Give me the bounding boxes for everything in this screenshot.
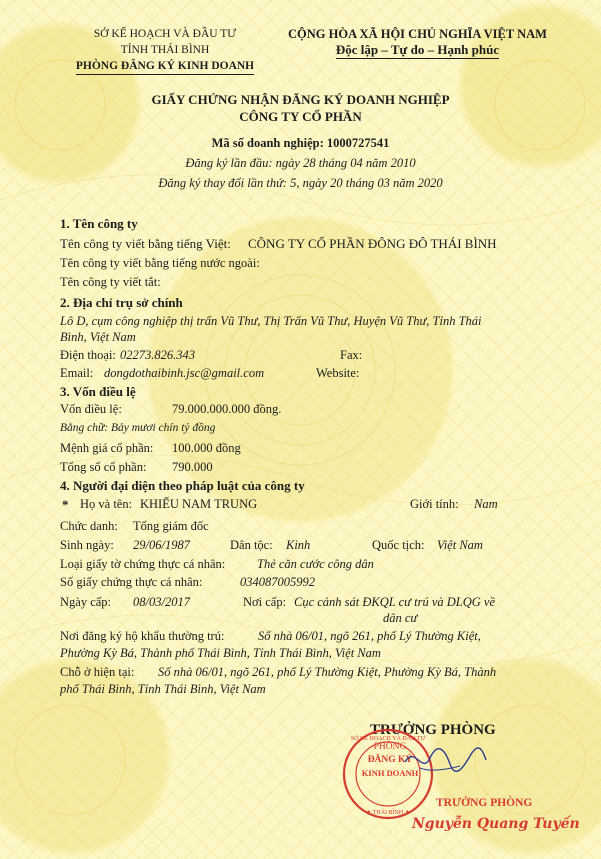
id-number-value: 034087005992 [240,575,315,589]
current-address-line-2: phố Thái Bình, Tỉnh Thái Bình, Việt Nam [60,682,266,696]
address-line-2: Bình, Việt Nam [60,330,136,344]
gender-label: Giới tính: [410,497,459,511]
nationality-label: Quốc tịch: [372,538,425,552]
issuer-department: SỞ KẾ HOẠCH VÀ ĐẦU TƯ [93,28,237,40]
issuer-header [60,26,270,75]
tax-code: Mã số doanh nghiệp: 1000727541 [211,136,390,150]
capital-label: Vốn điều lệ: [60,402,122,416]
bullet-mark: * [62,497,69,512]
position-label: Chức danh: [60,519,118,533]
signer-role: TRƯỞNG PHÒNG [370,722,496,738]
ethnic-value: Kinh [286,538,311,552]
issuer-office: PHÒNG ĐĂNG KÝ KINH DOANH [76,58,254,75]
capital-in-words: Bằng chữ: Bảy mươi chín tỷ đồng [60,422,216,434]
residence-label: Nơi đăng ký hộ khẩu thường trú: [60,629,225,643]
change-registration: Đăng ký thay đổi lần thứ: 5, ngày 20 tháng 03 năm 2020 [158,176,443,190]
rep-name-label: Họ và tên: [80,497,133,511]
stamp-text-3: KINH DOANH [361,768,419,778]
email-label: Email: [60,366,94,380]
gender-value: Nam [474,497,498,511]
issue-date-value: 08/03/2017 [133,595,190,609]
short-name-label: Tên công ty viết tắt: [60,275,161,289]
issue-place-line-2: dân cư [383,611,418,625]
vn-name-label: Tên công ty viết bằng tiếng Việt: [60,236,231,251]
website-label: Website: [316,366,360,380]
section-1-heading: 1. Tên công ty [60,216,138,231]
signer-name: Nguyễn Quang Tuyến [412,816,580,832]
signer-role-stamp: TRƯỞNG PHÒNG [436,797,533,809]
email-value: dongdothaibinh.jsc@gmail.com [104,366,265,380]
id-number-label: Số giấy chứng thực cá nhân: [60,575,203,589]
national-header [285,26,550,59]
stamp-text-2: ĐĂNG KÝ [367,755,413,765]
total-shares-value: 790.000 [172,460,213,474]
current-address-label: Chỗ ở hiện tại: [60,665,135,679]
issue-place-label: Nơi cấp: [243,595,287,609]
residence-line-1: Số nhà 06/01, ngõ 261, phố Lý Thường Kiệt, [258,629,481,643]
issue-date-label: Ngày cấp: [60,595,112,609]
first-registration: Đăng ký lần đầu: ngày 28 tháng 04 năm 2010 [185,156,416,170]
company-type: CÔNG TY CỔ PHẦN [239,109,362,124]
dob-value: 29/06/1987 [133,538,190,552]
svg-text:SỞ KẾ HOẠCH VÀ ĐẦU TƯ: SỞ KẾ HOẠCH VÀ ĐẦU TƯ [350,736,426,742]
issue-place-line-1: Cục cảnh sát ĐKQL cư trú và DLQG về [294,595,496,609]
total-shares-label: Tổng số cổ phần: [60,460,147,474]
rep-name-value: KHIẾU NAM TRUNG [140,497,258,511]
section-3-heading: 3. Vốn điều lệ [60,384,136,399]
id-type-value: Thẻ căn cước công dân [257,557,374,571]
fax-label: Fax: [340,348,363,362]
dob-label: Sinh ngày: [60,538,114,552]
national-motto: Độc lập – Tự do – Hạnh phúc [335,42,500,57]
section-2-heading: 2. Địa chỉ trụ sở chính [60,295,183,310]
foreign-name-label: Tên công ty viết bằng tiếng nước ngoài: [60,256,260,270]
handwritten-signature [400,740,490,780]
vn-name-value: CÔNG TY CỔ PHẦN ĐÔNG ĐÔ THÁI BÌNH [248,236,497,251]
par-value-label: Mệnh giá cổ phần: [60,441,154,455]
svg-text:★ THÁI BÌNH ★: ★ THÁI BÌNH ★ [365,810,411,816]
position-value: Tổng giám đốc [133,519,209,533]
par-value: 100.000 đồng [172,441,241,455]
id-type-label: Loại giấy tờ chứng thực cá nhân: [60,557,226,571]
current-address-line-1: Số nhà 06/01, ngõ 261, phố Lý Thường Kiệt, Phường Kỳ Bá, Thành [158,665,497,679]
phone-label: Điện thoại: [60,348,116,362]
phone-value: 02273.826.343 [120,348,195,362]
nationality-value: Việt Nam [437,538,483,552]
residence-line-2: Phường Kỳ Bá, Thành phố Thái Bình, Tỉnh Thái Bình, Việt Nam [60,646,381,660]
national-title: CỘNG HÒA XÃ HỘI CHỦ NGHĨA VIỆT NAM [288,27,547,41]
section-4-heading: 4. Người đại diện theo pháp luật của công ty [60,478,305,493]
address-line-1: Lô D, cụm công nghiệp thị trấn Vũ Thư, Thị Trấn Vũ Thư, Huyện Vũ Thư, Tỉnh Thái [60,314,482,328]
issuer-province: TỈNH THÁI BÌNH [120,44,210,56]
ethnic-label: Dân tộc: [230,538,273,552]
capital-value: 79.000.000.000 đồng. [172,402,282,416]
stamp-text-1: PHÒNG [373,742,407,752]
document-title: GIẤY CHỨNG NHẬN ĐĂNG KÝ DOANH NGHIỆP [151,92,450,107]
